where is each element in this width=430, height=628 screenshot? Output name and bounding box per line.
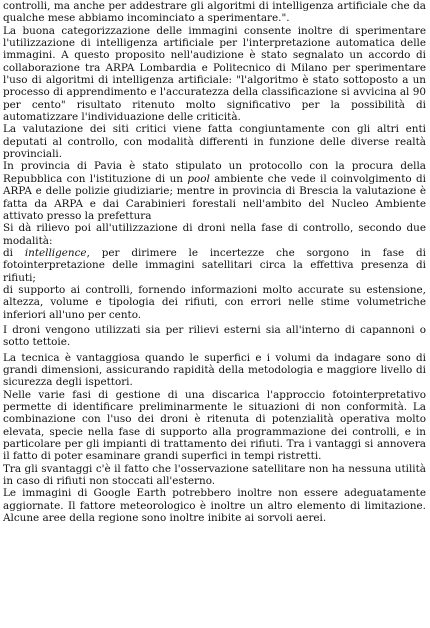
intelligence-term: intelligence — [24, 246, 87, 259]
paragraph-pavia-brescia — [3, 160, 426, 222]
paragraph-google-earth-limits: Le immagini di Google Earth potrebbero inoltre non essere adeguatamente aggiornate. Il fattore meteorologico è inoltre un altro elemento di limitazione. Alcune aree della regione sono inoltre inibite ai sorvoli aerei. — [3, 487, 426, 525]
paragraph-landfill-approach: Nelle varie fasi di gestione di una discarica l'approccio fotointerpretativo permette di identificare preliminarmente le situazioni di non conformità. La combinazione con l'uso dei droni è ritenuta di potenzialità operativa molto elevata, specie nella fase di supporto alla programmazione dei controlli, e in particolare per gli impianti di trattamento dei rifiuti. Tra i vantaggi si annovera il fatto di poter esaminare grandi superfici in tempi ristretti. — [3, 388, 426, 463]
intelligence-text-after: , per dirimere le incertezze che sorgono in fase di fotointerpretazione delle immagini satellitari circa la effettiva presenza di rifiuti; — [3, 246, 426, 284]
paragraph-image-categorization: La buona categorizzazione delle immagini consente inoltre di sperimentare l'utilizzazione di intelligenza artificiale per l'interpretazione automatica delle immagini. A questo proposito nell'audizione è stato segnalato un accordo di collaborazione tra ARPA Lombardia e Politecnico di Milano per sperimentare l'uso di algoritmi di intelligenza artificiale: "l'algoritmo è stato sottoposto a un processo di apprendimento e l'accuratezza della classificazione si avvicina al 90 per cento" risultato ritenuto molto significativo per la possibilità di automatizzare l'individuazione delle criticità. — [3, 24, 426, 124]
pavia-text-after: ambiente che vede il coinvolgimento di ARPA e delle polizie giudiziarie; mentre in provincia di Brescia la valutazione è fatta da ARPA e dai Carabinieri forestali nell'ambito del Nucleo Ambiente attivato presso la prefettura — [3, 172, 427, 222]
paragraph-critical-sites-evaluation: La valutazione dei siti critici viene fatta congiuntamente con gli altri enti deputati al controllo, con modalità differenti in funzione delle diverse realtà provinciali. — [3, 123, 426, 161]
paragraph-ai-training-quote: controlli, ma anche per addestrare gli algoritmi di intelligenza artificiale che da qualche mese abbiamo incominciato a sperimentare.". — [3, 0, 426, 25]
paragraph-technique-advantages: La tecnica è vantaggiosa quando le superfici e i volumi da indagare sono di grandi dimensioni, assicurando rapidità della metodologia e maggiore livello di sicurezza degli ispettori. — [3, 351, 426, 389]
paragraph-intelligence-mode — [3, 247, 426, 284]
pavia-text-before: In provincia di Pavia è stato stipulato un protocollo con la procura della Repubblica con l'istituzione di un — [3, 160, 426, 185]
paragraph-disadvantages: Tra gli svantaggi c'è il fatto che l'osservazione satellitare non ha nessuna utilità in caso di rifiuti non stoccati all'esterno. — [3, 462, 426, 488]
pool-term: pool — [187, 172, 210, 185]
paragraph-drone-usage: I droni vengono utilizzati sia per rilievi esterni sia all'interno di capannoni o sotto tettoie. — [3, 323, 426, 349]
paragraph-control-support-mode: di supporto ai controlli, fornendo informazioni molto accurate su estensione, altezza, volume e tipologia dei rifiuti, con errori nelle stime volumetriche inferiori all'uno per cento. — [3, 283, 426, 321]
intelligence-text-before: di — [3, 246, 25, 259]
paragraph-drones-intro: Si dà rilievo poi all'utilizzazione di droni nella fase di controllo, secondo due modalità: — [3, 222, 426, 247]
